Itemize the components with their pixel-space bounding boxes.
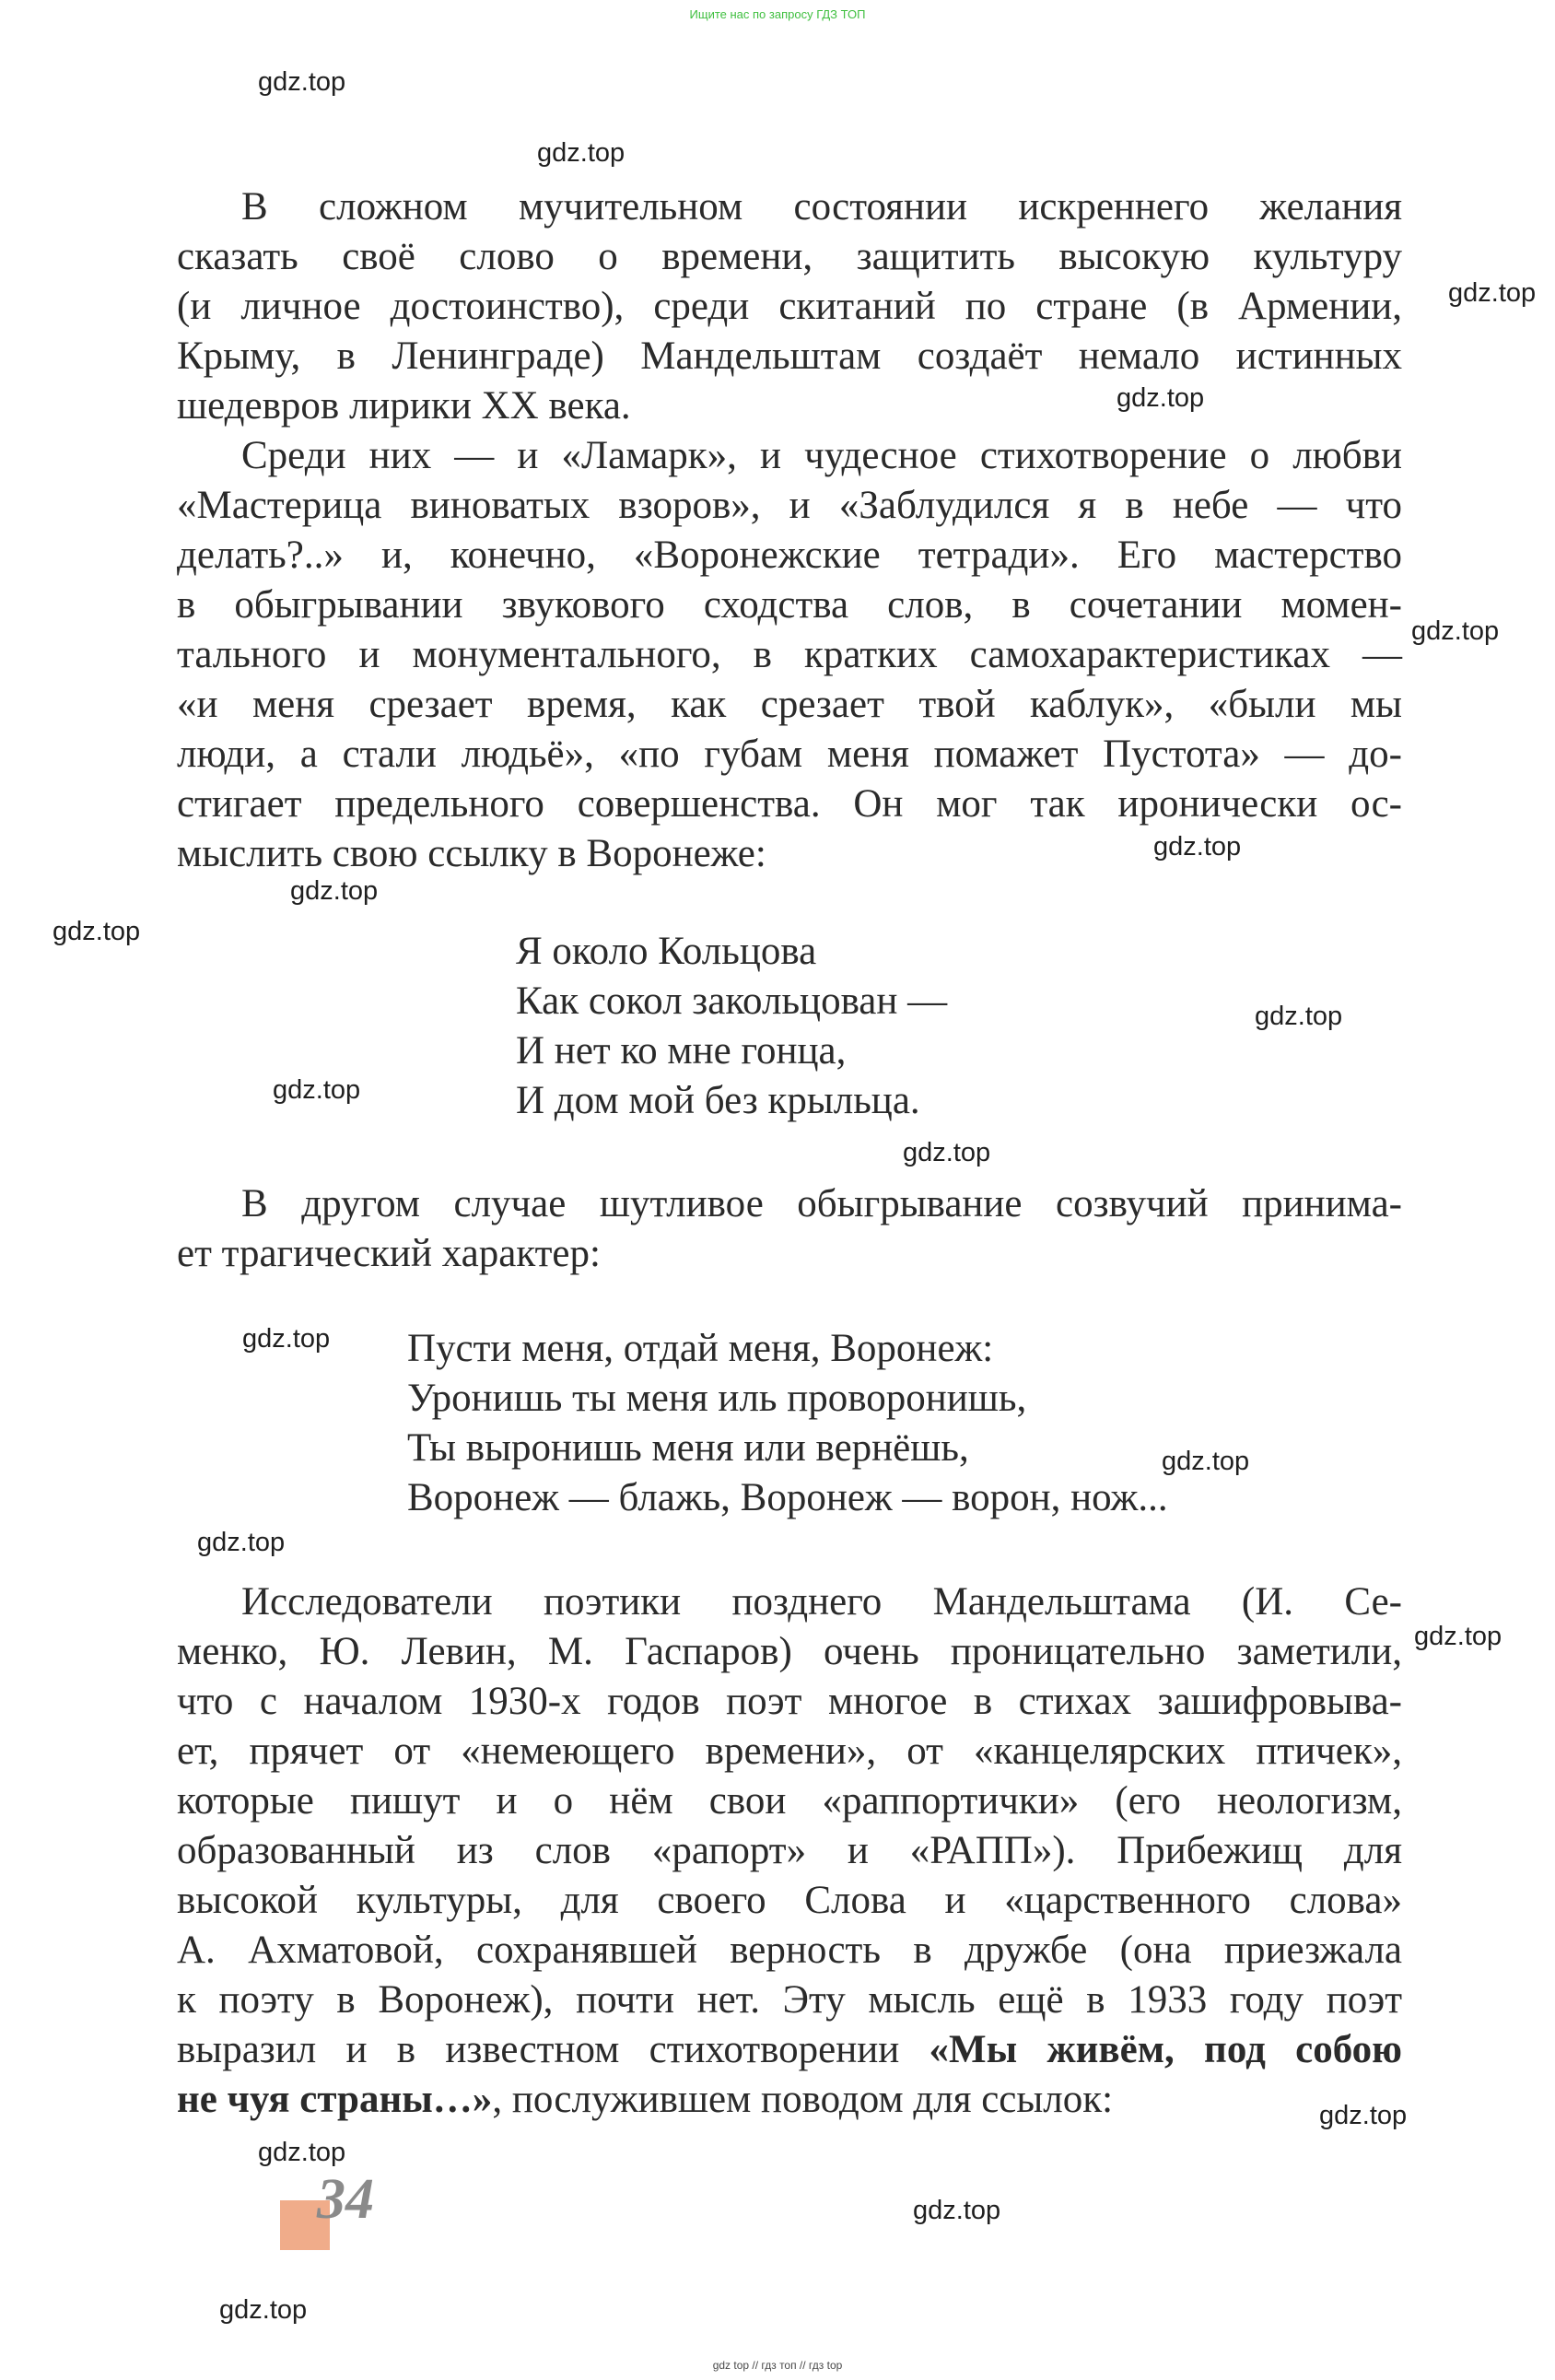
text-line: Исследователи поэтики позднего Мандельштама (И. Се- [241,1580,1402,1624]
watermark: gdz.top [903,1138,991,1167]
text-line: ет, прячет от «немеющего времени», от «канцелярских птичек», [177,1729,1402,1773]
top-banner[interactable]: Ищите нас по запросу ГДЗ ТОП [689,7,866,21]
text-line: высокой культуры, для своего Слова и «царственного слова» [177,1879,1402,1922]
text-line: Среди них — и «Ламарк», и чудесное стихотворение о любви [241,434,1402,477]
page-number: 34 [317,2168,374,2231]
watermark: gdz.top [53,917,141,946]
text-line: тального и монументального, в кратких самохарактеристиках — [177,633,1402,676]
text-line [177,2075,1402,2125]
poem-line: И дом мой без крыльца. [516,1079,920,1122]
paragraph-4 [177,1577,1402,2125]
paragraph-2 [177,431,1402,879]
text-line: стигает предельного совершенства. Он мог так иронически ос- [177,782,1402,826]
watermark: gdz.top [242,1324,331,1354]
text-line: мыслить свою ссылку в Воронеже: [177,832,766,875]
bottom-banner[interactable]: gdz top // гдз топ // гдз top [712,2359,843,2372]
watermark: gdz.top [1411,616,1500,646]
text-line: менко, Ю. Левин, М. Гаспаров) очень проницательно заметили, [177,1630,1402,1673]
text-line: в обыгрывании звукового сходства слов, в сочетании момен- [177,583,1402,627]
text-line: «Мастерица виноватых взоров», и «Заблудился я в небе — что [177,484,1402,527]
text-run: выразил и в известном стихотворении [177,2028,929,2071]
text-run: , послужившем поводом для ссылок: [492,2078,1114,2121]
watermark: gdz.top [913,2196,1001,2225]
watermark: gdz.top [1319,2101,1408,2130]
watermark: gdz.top [1414,1622,1502,1651]
text-line: Крыму, в Ленинграде) Мандельштам создаёт немало истинных [177,334,1402,378]
watermark: gdz.top [537,138,626,168]
text-line: ет трагический характер: [177,1232,601,1275]
poem-title-bold: «Мы живём, под собою [929,2028,1402,2071]
watermark: gdz.top [290,876,379,906]
poem-line: Воронеж — блажь, Воронеж — ворон, нож... [407,1476,1168,1519]
text-line: к поэту в Воронеж), почти нет. Эту мысль ещё в 1933 году поэт [177,1978,1402,2022]
text-line: шедевров лирики XX века. [177,384,631,428]
text-line: А. Ахматовой, сохранявшей верность в дружбе (она приезжала [177,1929,1402,1972]
watermark: gdz.top [1117,383,1205,413]
paragraph-3 [177,1179,1402,1279]
watermark: gdz.top [273,1075,361,1105]
watermark: gdz.top [1255,1002,1343,1031]
poem-line: Ты выронишь меня или вернёшь, [407,1426,969,1470]
paragraph-1 [177,182,1402,431]
text-line: которые пишут и о нём свои «раппортички» (его неологизм, [177,1779,1402,1823]
watermark: gdz.top [219,2295,308,2325]
text-line: образованный из слов «рапорт» и «РАПП»). Прибежищ для [177,1829,1402,1872]
watermark: gdz.top [1448,278,1537,308]
text-line: В сложном мучительном состоянии искреннего желания [241,185,1402,229]
text-line: (и личное достоинство), среди скитаний по стране (в Армении, [177,285,1402,328]
poem-line: Я около Кольцова [516,930,817,973]
text-line: люди, а стали людьё», «по губам меня помажет Пустота» — до- [177,733,1402,776]
watermark: gdz.top [1153,832,1242,862]
poem-line: Как сокол закольцован — [516,979,948,1023]
watermark: gdz.top [197,1528,286,1557]
text-line: делать?..» и, конечно, «Воронежские тетради». Его мастерство [177,533,1402,577]
text-line: что с началом 1930-х годов поэт многое в стихах зашифровыва- [177,1680,1402,1723]
watermark: gdz.top [1162,1447,1250,1476]
text-line: сказать своё слово о времени, защитить высокую культуру [177,235,1402,278]
poem-title-bold: не чуя страны…» [177,2078,493,2121]
poem-1 [516,927,947,1126]
text-line [177,2025,1402,2075]
poem-line: И нет ко мне гонца, [516,1029,847,1073]
poem-line: Пусти меня, отдай меня, Воронеж: [407,1327,994,1370]
watermark: gdz.top [258,67,346,97]
text-line: В другом случае шутливое обыгрывание созвучий принима- [241,1182,1402,1225]
text-line: «и меня срезает время, как срезает твой каблук», «были мы [177,683,1402,726]
poem-2 [407,1324,1168,1523]
watermark: gdz.top [258,2138,346,2167]
poem-line: Уронишь ты меня иль проворонишь, [407,1377,1027,1420]
